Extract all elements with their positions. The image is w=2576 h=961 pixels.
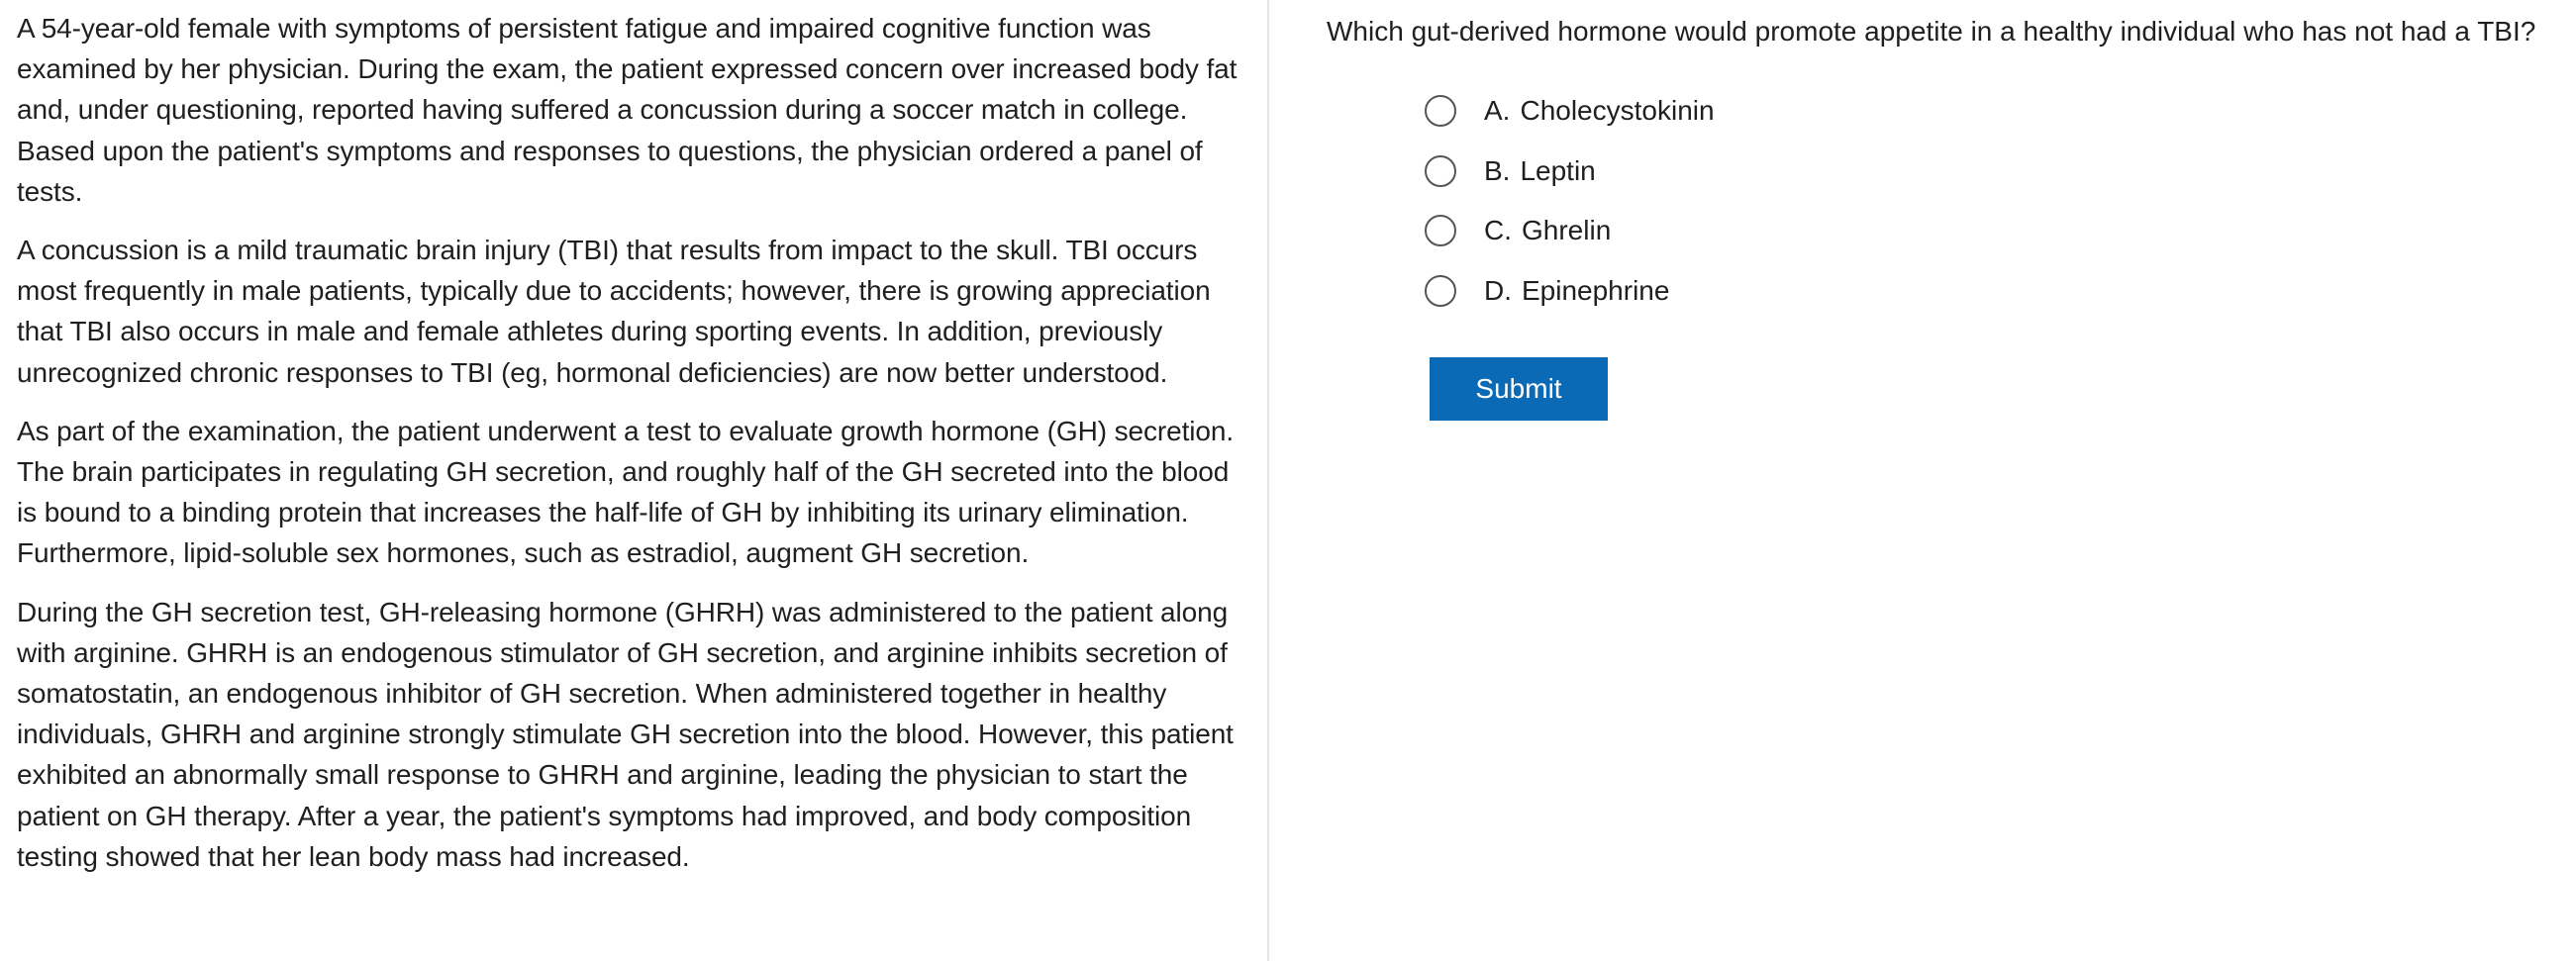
answer-option-a[interactable] (1425, 81, 2576, 142)
radio-button-d[interactable] (1425, 275, 1456, 307)
answer-option-c-text: Ghrelin (1522, 215, 1612, 246)
answer-option-a-text: Cholecystokinin (1520, 95, 1715, 127)
radio-button-c[interactable] (1425, 215, 1456, 246)
question-stem: Which gut-derived hormone would promote appetite in a healthy individual who has not had a TBI? (1327, 16, 2536, 47)
answer-option-b[interactable] (1425, 142, 2576, 202)
answer-option-c-label (1484, 211, 1611, 250)
answer-option-b-label (1484, 151, 1596, 191)
answer-option-b-text: Leptin (1520, 154, 1596, 186)
radio-button-a[interactable] (1425, 95, 1456, 127)
passage-paragraph-2: A concussion is a mild traumatic brain injury (TBI) that results from impact to the skull. TBI occurs most frequently in male patients, typically due to accidents; however, there is growing appreciation that TBI also occurs in male and female athletes during sporting events. In addition, previously unrecognized chronic responses to TBI (eg, hormonal deficiencies) are now better understood. (17, 235, 1211, 388)
passage-paragraph-1: A 54-year-old female with symptoms of persistent fatigue and impaired cognitive function was examined by her physician. During the exam, the patient expressed concern over increased body fat and, under questioning, reported having suffered a concussion during a soccer match in college. Based upon the patient's symptoms and responses to questions, the physician ordered a panel of tests. (17, 13, 1238, 207)
answer-option-d[interactable] (1425, 261, 2576, 322)
answer-option-d-letter: D. (1484, 274, 1512, 306)
passage-paragraph-3: As part of the examination, the patient underwent a test to evaluate growth hormone (GH) secretion. The brain participates in regulating GH secretion, and roughly half of the GH secreted into the blood is bound to a binding protein that increases the half-life of GH by inhibiting its urinary elimination. Furthermore, lipid-soluble sex hormones, such as estradiol, augment GH secretion. (17, 415, 1235, 569)
answer-option-b-letter: B. (1484, 154, 1511, 186)
answer-option-c-letter: C. (1484, 215, 1512, 246)
answer-option-a-letter: A. (1484, 95, 1511, 127)
answer-option-d-text: Epinephrine (1522, 274, 1670, 306)
answer-option-a-label (1484, 91, 1715, 131)
answer-option-c[interactable] (1425, 201, 2576, 261)
submit-button[interactable]: Submit (1430, 357, 1608, 421)
answer-option-d-label (1484, 271, 1669, 311)
question-pane (1271, 0, 2576, 961)
answer-options (1425, 81, 2576, 321)
radio-button-b[interactable] (1425, 155, 1456, 187)
passage-paragraph-4: During the GH secretion test, GH-releasing hormone (GHRH) was administered to the patient along with arginine. GHRH is an endogenous stimulator of GH secretion, and arginine inhibits secretion of somatostatin, an endogenous inhibitor of GH secretion. When administered together in healthy individuals, GHRH and arginine strongly stimulate GH secretion into the blood. However, this patient exhibited an abnormally small response to GHRH and arginine, leading the physician to start the patient on GH therapy. After a year, the patient's symptoms had improved, and body composition testing showed that her lean body mass had increased. (17, 596, 1234, 872)
passage-pane (0, 0, 1269, 961)
